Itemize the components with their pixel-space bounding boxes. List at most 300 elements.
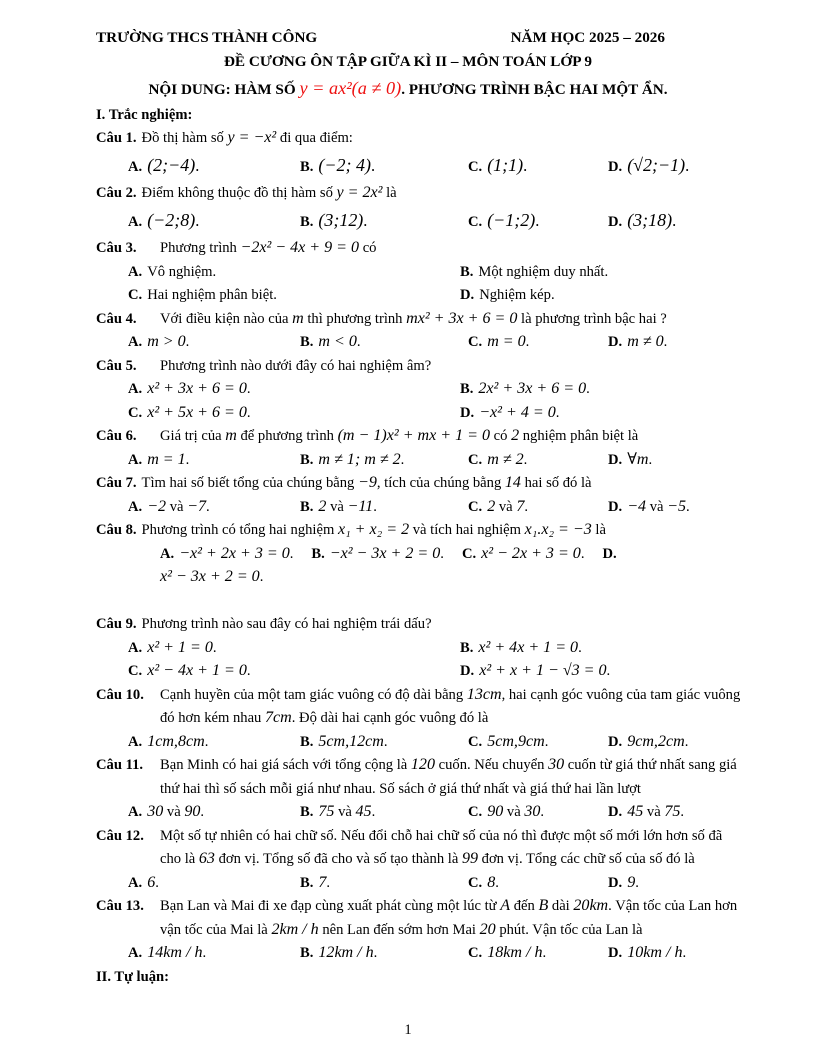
answer-option xyxy=(460,284,744,308)
option-value xyxy=(478,640,581,656)
math-expression: 90 xyxy=(184,803,201,820)
text-run: Phương trình nào sau đây có hai nghiệm trái dấu? xyxy=(141,616,432,632)
answer-option xyxy=(311,546,444,562)
option-letter: A. xyxy=(128,213,143,230)
answer-option xyxy=(300,872,468,896)
question-text xyxy=(160,308,744,332)
option-letter: A. xyxy=(128,381,143,397)
option-letter: B. xyxy=(300,451,314,468)
option-letter: B. xyxy=(460,639,474,656)
option-value xyxy=(479,287,554,303)
math-expression: 13cm xyxy=(466,685,502,703)
math-expression: −11 xyxy=(347,497,374,515)
text-run: . xyxy=(648,451,653,468)
text-run: đi qua điểm: xyxy=(276,130,353,146)
text-run: Tìm hai số biết tổng của chúng bằng xyxy=(141,475,358,491)
option-letter: D. xyxy=(460,404,475,421)
text-run: . xyxy=(542,945,547,961)
math-expression: m = 1 xyxy=(147,450,186,468)
question-text xyxy=(160,684,744,731)
answer-option xyxy=(608,942,744,966)
school-name: TRƯỜNG THCS THÀNH CÔNG xyxy=(96,29,318,46)
math-expression: 14 xyxy=(504,474,521,491)
text-run: và xyxy=(643,804,665,820)
math-expression: (2;−4) xyxy=(147,154,196,175)
option-value xyxy=(147,405,250,421)
math-expression: (√2;−1) xyxy=(627,154,686,175)
text-run: là xyxy=(591,522,606,538)
option-value xyxy=(318,452,404,468)
option-value xyxy=(147,334,189,350)
math-expression: 2 xyxy=(511,427,520,444)
text-run: . xyxy=(371,804,376,820)
option-letter: C. xyxy=(468,945,483,961)
option-letter: B. xyxy=(460,263,474,280)
math-expression: 120 xyxy=(410,756,435,773)
answer-options xyxy=(96,496,744,520)
option-value xyxy=(147,381,250,397)
text-run: . xyxy=(185,451,190,468)
math-expression: 12km / h xyxy=(318,944,374,961)
math-expression: 2 xyxy=(318,497,327,515)
answer-option xyxy=(608,872,744,896)
option-value xyxy=(147,875,159,891)
question-number: Câu 1. xyxy=(96,130,137,146)
option-value xyxy=(318,804,375,820)
math-expression: (−1;2) xyxy=(487,209,536,230)
option-value xyxy=(160,566,744,590)
question-statement xyxy=(96,519,744,543)
answer-option xyxy=(608,449,744,473)
text-run: đơn vị. Tổng các chữ số của số đó là xyxy=(478,851,695,867)
question xyxy=(96,425,744,472)
answer-options xyxy=(96,331,744,355)
math-expression: −7 xyxy=(187,497,206,515)
answer-option xyxy=(128,660,460,684)
question-number: Câu 2. xyxy=(96,185,137,201)
question xyxy=(96,895,744,966)
answer-option xyxy=(468,942,608,966)
answer-option xyxy=(128,331,300,355)
answer-option xyxy=(460,402,744,426)
text-run: . xyxy=(259,569,264,585)
option-value xyxy=(627,334,667,350)
math-expression: (3;12) xyxy=(318,209,364,230)
text-run: . xyxy=(672,210,677,230)
option-value xyxy=(487,334,529,350)
math-expression: 2x² + 3x + 6 = 0 xyxy=(478,380,587,397)
question-number: Câu 13. xyxy=(96,898,144,914)
question-statement xyxy=(96,613,744,637)
question-number: Câu 4. xyxy=(96,310,137,327)
math-expression: 10km / h xyxy=(627,944,683,961)
option-letter: D. xyxy=(608,498,623,515)
answer-option xyxy=(460,378,744,402)
text-run: phút. Vận tốc của Lan là xyxy=(495,921,643,938)
question xyxy=(96,613,744,684)
option-letter: A. xyxy=(128,498,143,515)
question xyxy=(96,472,744,519)
option-letter: D. xyxy=(460,663,475,679)
option-value xyxy=(147,663,250,679)
option-value xyxy=(478,264,608,280)
text-run: Phương trình xyxy=(160,240,241,256)
math-expression: 30 xyxy=(524,803,541,820)
option-letter: D. xyxy=(460,287,475,303)
math-expression: −9 xyxy=(357,474,377,491)
math-expression: −2x² − 4x + 9 = 0 xyxy=(240,239,360,256)
option-value xyxy=(627,211,676,230)
option-letter: D. xyxy=(608,334,623,350)
option-value xyxy=(147,945,206,961)
math-expression: mx² + 3x + 6 = 0 xyxy=(406,309,518,327)
text-run: đến xyxy=(510,898,539,914)
text-run: . xyxy=(580,545,585,562)
text-run: . xyxy=(663,334,668,350)
question xyxy=(96,308,744,355)
text-run: và xyxy=(495,498,517,515)
text-run: . xyxy=(606,663,611,679)
math-expression: −4 xyxy=(627,497,647,515)
document-header xyxy=(96,26,744,50)
answer-option xyxy=(300,942,468,966)
text-run: . xyxy=(525,334,530,350)
option-value xyxy=(147,734,208,750)
text-run: , hai cạnh góc vuông của tam giác vuông đó hơn kém nhau xyxy=(160,686,741,726)
math-expression: 5cm,9cm xyxy=(487,732,545,750)
text-run: . xyxy=(155,874,159,891)
answer-option xyxy=(608,331,744,355)
text-run: . xyxy=(540,804,545,820)
math-expression: −x² + 2x + 3 = 0 xyxy=(179,544,290,562)
answer-option xyxy=(468,209,608,235)
answer-options xyxy=(96,378,744,425)
answer-option xyxy=(608,801,744,825)
text-run: . xyxy=(383,733,388,750)
answer-option xyxy=(608,496,744,520)
option-value xyxy=(179,546,293,562)
option-value xyxy=(147,640,216,656)
answer-option xyxy=(300,496,468,520)
question xyxy=(96,519,744,613)
text-run: . xyxy=(680,804,685,820)
question-number: Câu 7. xyxy=(96,475,137,491)
text-run: . xyxy=(195,210,200,230)
question-text xyxy=(142,616,432,632)
math-expression: 90 xyxy=(487,803,504,820)
option-letter: B. xyxy=(300,945,314,961)
option-letter: C. xyxy=(468,334,483,350)
question xyxy=(96,754,744,825)
option-value xyxy=(627,804,684,820)
answer-option xyxy=(160,546,293,562)
question-statement xyxy=(96,127,744,151)
section-essay: II. Tự luận: xyxy=(96,968,169,985)
answer-option xyxy=(128,942,300,966)
option-letter: B. xyxy=(300,334,314,350)
answer-option xyxy=(460,660,744,684)
math-expression: 99 xyxy=(461,850,478,867)
question-text xyxy=(142,185,397,201)
text-run: có xyxy=(490,428,512,444)
answer-option xyxy=(128,261,460,285)
answer-option xyxy=(468,154,608,180)
question-statement xyxy=(96,472,744,496)
option-letter: A. xyxy=(128,945,143,961)
math-expression: 30 xyxy=(548,756,565,773)
question-statement xyxy=(96,355,744,379)
math-expression: m < 0 xyxy=(318,333,357,350)
option-value xyxy=(487,499,528,515)
option-letter: C. xyxy=(468,213,483,230)
question-statement xyxy=(96,182,744,206)
math-expression: x₁ + x₂ = 2 xyxy=(337,521,410,538)
text-run: Nghiệm kép. xyxy=(479,287,555,303)
text-run: và xyxy=(503,804,525,820)
text-run: và xyxy=(334,804,356,820)
option-value xyxy=(147,804,204,820)
text-run: và xyxy=(163,804,185,820)
option-letter: C. xyxy=(468,874,483,891)
option-letter: D. xyxy=(608,874,623,891)
option-value xyxy=(330,546,444,562)
option-value xyxy=(627,734,688,750)
option-letter: D. xyxy=(602,545,617,562)
text-run: nên Lan đến sớm hơn Mai xyxy=(318,921,480,938)
math-expression: A xyxy=(500,897,511,914)
text-run: Phương trình nào dưới đây có hai nghiệm âm? xyxy=(160,357,432,374)
text-run: hai số đó là xyxy=(520,475,592,491)
text-run: . xyxy=(200,804,205,820)
answer-option xyxy=(128,449,300,473)
subtitle-formula: y = ax²(a ≠ 0) xyxy=(299,78,402,98)
answer-option xyxy=(128,402,460,426)
math-expression: 1cm,8cm xyxy=(147,732,205,750)
math-expression: x² − 2x + 3 = 0 xyxy=(481,544,581,562)
option-value xyxy=(487,804,544,820)
question xyxy=(96,182,744,237)
option-value xyxy=(479,405,559,421)
answer-option xyxy=(608,731,744,755)
option-letter: C. xyxy=(128,404,143,421)
option-value xyxy=(318,945,377,961)
option-value xyxy=(479,663,610,679)
option-letter: A. xyxy=(160,545,175,562)
math-expression: 14km / h xyxy=(147,944,203,961)
option-value xyxy=(487,452,527,468)
question-text xyxy=(160,355,744,379)
text-run: Bạn Lan và Mai đi xe đạp cùng xuất phát cùng một lúc từ xyxy=(160,898,501,914)
math-expression: x² − 4x + 1 = 0 xyxy=(147,662,247,679)
text-run: thì phương trình xyxy=(303,310,407,327)
math-expression: 8 xyxy=(487,873,496,891)
question-number: Câu 11. xyxy=(96,757,144,773)
option-letter: B. xyxy=(300,213,314,230)
option-value xyxy=(487,211,539,230)
math-expression: m ≠ 2 xyxy=(487,450,524,468)
text-run: . xyxy=(586,381,590,397)
question-number: Câu 5. xyxy=(96,357,137,374)
question-number: Câu 6. xyxy=(96,428,137,444)
document-subtitle xyxy=(72,78,744,102)
text-run: Điểm không thuộc đồ thị hàm số xyxy=(141,185,337,201)
answer-option xyxy=(128,801,300,825)
option-value xyxy=(627,452,652,468)
page-number: 1 xyxy=(404,1021,412,1038)
option-letter: A. xyxy=(128,334,143,350)
math-expression: 18km / h xyxy=(487,944,543,961)
math-expression: 75 xyxy=(664,803,681,820)
text-run: là xyxy=(382,185,397,201)
text-run: cuốn. Nếu chuyển xyxy=(434,757,549,773)
math-expression: 6 xyxy=(147,873,156,891)
text-run: . xyxy=(440,545,444,562)
option-letter: B. xyxy=(311,545,325,562)
answer-option xyxy=(128,731,300,755)
math-expression: m xyxy=(292,309,304,327)
question-text xyxy=(160,237,744,261)
text-run: . xyxy=(370,155,376,175)
answer-options xyxy=(96,261,744,308)
option-value xyxy=(318,334,360,350)
question-statement xyxy=(96,825,744,872)
option-value xyxy=(627,499,689,515)
math-expression: B xyxy=(538,897,549,914)
option-letter: A. xyxy=(128,874,143,891)
text-run: . xyxy=(289,545,294,562)
text-run: . xyxy=(686,498,690,515)
question-number: Câu 12. xyxy=(96,827,144,844)
question xyxy=(96,684,744,755)
option-letter: A. xyxy=(128,158,143,175)
math-expression: 9 xyxy=(627,873,636,891)
option-value xyxy=(318,734,387,750)
math-expression: m xyxy=(225,427,237,444)
answer-options xyxy=(96,449,744,473)
section-multiple-choice: I. Trắc nghiệm: xyxy=(96,106,193,123)
math-expression: m ≠ 0 xyxy=(627,333,664,350)
question-number: Câu 10. xyxy=(96,686,144,703)
answer-option xyxy=(300,731,468,755)
math-expression: 5cm,12cm xyxy=(318,732,384,750)
option-letter: C. xyxy=(468,451,483,468)
text-run: . xyxy=(524,498,528,515)
option-value xyxy=(487,734,548,750)
answer-option xyxy=(468,331,608,355)
option-letter: C. xyxy=(468,733,483,750)
math-expression: m ≠ 1; m ≠ 2 xyxy=(318,450,401,468)
question-number: Câu 9. xyxy=(96,616,137,632)
text-run: . xyxy=(212,639,217,656)
math-expression: 9cm,2cm xyxy=(627,732,685,750)
math-expression: m = 0 xyxy=(487,333,526,350)
math-expression: 45 xyxy=(355,803,372,820)
option-value xyxy=(478,381,589,397)
option-letter: C. xyxy=(461,545,477,562)
text-run: nghiệm phân biệt là xyxy=(519,428,639,444)
option-value xyxy=(147,452,189,468)
text-run: để phương trình xyxy=(236,428,338,444)
text-run: và xyxy=(326,498,348,515)
question-number: Câu 8. xyxy=(96,522,137,538)
text-run: Cạnh huyền của một tam giác vuông có độ dài bằng xyxy=(160,686,467,703)
text-run: . Độ dài hai cạnh góc vuông đó là xyxy=(291,710,489,726)
option-letter: D. xyxy=(608,158,623,175)
text-run: và xyxy=(646,498,668,515)
answer-option xyxy=(128,154,300,180)
text-run: là phương trình bậc hai ? xyxy=(517,310,667,327)
text-run: cuốn từ giá thứ nhất sang giá thứ hai thì số sách mỗi giá như nhau. Số sách ở giá thứ nhất và giá thứ hai lần lượt xyxy=(160,757,737,797)
math-expression: m > 0 xyxy=(147,333,186,350)
math-expression: 7cm xyxy=(265,709,292,726)
answer-options xyxy=(96,801,744,825)
text-run: . xyxy=(685,155,690,175)
answer-options xyxy=(96,731,744,755)
answer-option xyxy=(300,331,468,355)
math-expression: x² + 5x + 6 = 0 xyxy=(147,403,247,421)
text-run: . xyxy=(684,733,689,750)
math-expression: −2 xyxy=(147,497,167,515)
option-letter: D. xyxy=(608,804,623,820)
school-year: NĂM HỌC 2025 – 2026 xyxy=(510,29,665,46)
answer-option xyxy=(468,872,608,896)
subtitle-text-post: . PHƯƠNG TRÌNH BẬC HAI MỘT ẨN. xyxy=(401,81,668,98)
option-value xyxy=(147,264,216,280)
math-expression: 63 xyxy=(198,850,215,867)
option-value xyxy=(147,211,199,230)
answer-option xyxy=(128,209,300,235)
text-run: đơn vị. Tổng số đã cho và số tạo thành là xyxy=(214,851,462,867)
math-expression: (−2; 4) xyxy=(318,154,371,175)
option-letter: B. xyxy=(460,381,474,397)
question-text xyxy=(142,130,353,146)
option-value xyxy=(481,546,584,562)
text-run: . xyxy=(373,945,378,961)
math-expression: x² + 4x + 1 = 0 xyxy=(478,638,579,656)
text-run: . xyxy=(535,210,540,230)
answer-option xyxy=(128,378,460,402)
option-letter: B. xyxy=(300,733,314,750)
text-run: . Vận tốc của Lan hơn vận tốc của Mai là xyxy=(160,898,738,938)
option-value xyxy=(487,156,527,175)
text-run: . xyxy=(373,498,377,515)
answer-options xyxy=(96,872,744,896)
answer-options xyxy=(96,206,744,238)
text-run: . xyxy=(326,874,331,891)
option-letter: D. xyxy=(608,451,623,468)
text-run: . xyxy=(202,945,207,961)
math-expression: −x² − 3x + 2 = 0 xyxy=(329,544,441,562)
text-run: . xyxy=(578,639,582,656)
text-run: . xyxy=(206,498,210,515)
answer-option xyxy=(128,284,460,308)
question-statement xyxy=(96,684,744,731)
text-run: Hai nghiệm phân biệt. xyxy=(147,287,277,303)
option-letter: A. xyxy=(128,804,143,820)
answer-option xyxy=(468,449,608,473)
question-statement xyxy=(96,754,744,801)
math-expression: (m − 1)x² + mx + 1 = 0 xyxy=(337,427,490,444)
math-expression: −5 xyxy=(667,497,686,515)
option-letter: A. xyxy=(128,263,143,280)
math-expression: x² − 3x + 2 = 0 xyxy=(160,568,260,585)
math-expression: 7 xyxy=(516,497,525,515)
question xyxy=(96,355,744,426)
math-expression: (3;18) xyxy=(627,209,673,230)
text-run: Một nghiệm duy nhất. xyxy=(478,263,609,280)
text-run: . xyxy=(246,404,251,421)
question-text xyxy=(142,522,606,538)
